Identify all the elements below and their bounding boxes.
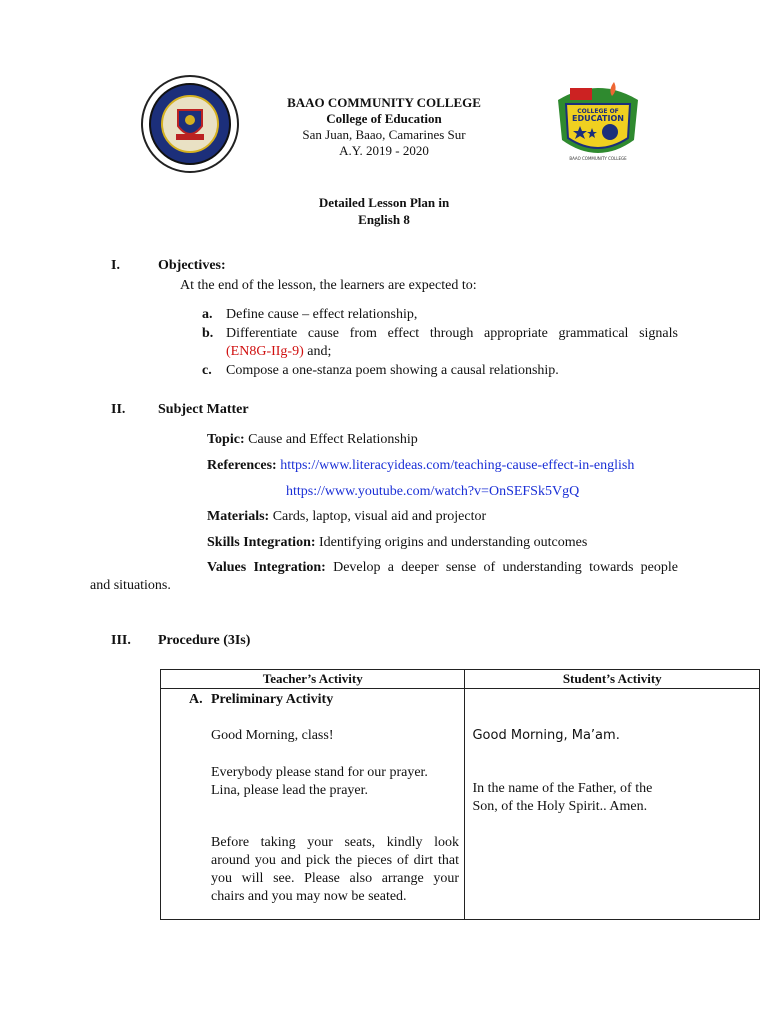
procedure-table-row [161,689,760,920]
values-value-line1: Develop a deeper sense of understanding towards people [333,560,678,575]
objective-b-text: Differentiate cause from effect through appropriate grammatical signals [226,326,678,341]
subject-number: II. [111,402,126,417]
values-line [207,559,678,577]
topic-value: Cause and Effect Relationship [248,432,418,447]
objective-a-marker: a. [202,307,213,322]
procedure-table [160,669,760,920]
section-title: Preliminary Activity [211,692,334,707]
objective-b-code: EN8G-IIg-9) [230,344,304,359]
teacher-instruction-line1: Before taking your seats, kindly look [211,835,459,850]
objective-b-code-line [226,343,331,361]
section-marker: A. [189,692,203,707]
skills-value: Identifying origins and understanding outcomes [319,535,588,550]
teacher-prayer-line1: Everybody please stand for our prayer. [211,765,428,780]
student-prayer-line1: In the name of the Father, of the [472,781,653,796]
plan-title: Detailed Lesson Plan in [318,195,450,210]
reference-link-1[interactable]: https://www.literacyideas.com/teaching-cause-effect-in-english [280,458,635,473]
values-label: Values Integration: [207,560,326,575]
procedure-table-header [161,670,760,689]
objective-a-text: Define cause – effect relationship, [226,307,418,322]
department-name: College of Education [326,111,442,126]
topic-label: Topic: [207,432,245,447]
student-activity-header: Student’s Activity [465,670,760,689]
objectives-intro: At the end of the lesson, the learners are expected to: [180,278,477,293]
teacher-activity-cell [161,689,465,920]
procedure-number: III. [111,633,131,648]
values-value-line2: and situations. [90,578,171,593]
student-activity-cell [465,689,760,920]
materials-line [207,508,486,526]
subject-heading: Subject Matter [158,402,249,417]
college-address: San Juan, Baao, Camarines Sur [302,127,466,142]
materials-value: Cards, laptop, visual aid and projector [272,509,487,524]
student-prayer-line2: Son, of the Holy Spirit.. Amen. [472,799,648,814]
college-name: BAAO COMMUNITY COLLEGE [287,95,481,110]
objectives-heading: Objectives: [158,258,226,273]
plan-subject: English 8 [358,212,410,227]
logo-text-bottom: BAAO COMMUNITY COLLEGE [569,156,627,161]
teacher-instruction-line2: around you and pick the pieces of dirt that [211,853,459,868]
topic-line [207,431,418,449]
materials-label: Materials: [207,509,270,524]
logo-text-top: COLLEGE OF [577,108,619,115]
teacher-greeting: Good Morning, class! [211,728,334,743]
skills-line [207,534,587,552]
teacher-activity-header: Teacher’s Activity [161,670,465,689]
teacher-instruction-line4: chairs and you may now be seated. [211,889,407,904]
objective-b-code-after: and; [303,344,332,359]
objectives-number: I. [111,258,120,273]
objective-b-marker: b. [202,326,214,341]
skills-label: Skills Integration: [207,535,316,550]
objective-b-code-open: ( [226,344,231,359]
teacher-prayer-line2: Lina, please lead the prayer. [211,783,369,798]
references-label: References: [207,458,277,473]
procedure-heading: Procedure (3Is) [158,633,251,648]
objective-c-text: Compose a one-stanza poem showing a causal relationship. [226,363,559,378]
objective-c-marker: c. [202,363,212,378]
academic-year: A.Y. 2019 - 2020 [339,143,429,158]
logo-text-main: EDUCATION [572,114,624,123]
reference-link-2[interactable]: https://www.youtube.com/watch?v=OnSEFSk5VgQ [286,484,580,499]
student-greeting: Good Morning, Ma’am. [472,728,620,743]
teacher-instruction-line3: you will see. Please also arrange your [211,871,459,886]
references-line [207,457,634,475]
